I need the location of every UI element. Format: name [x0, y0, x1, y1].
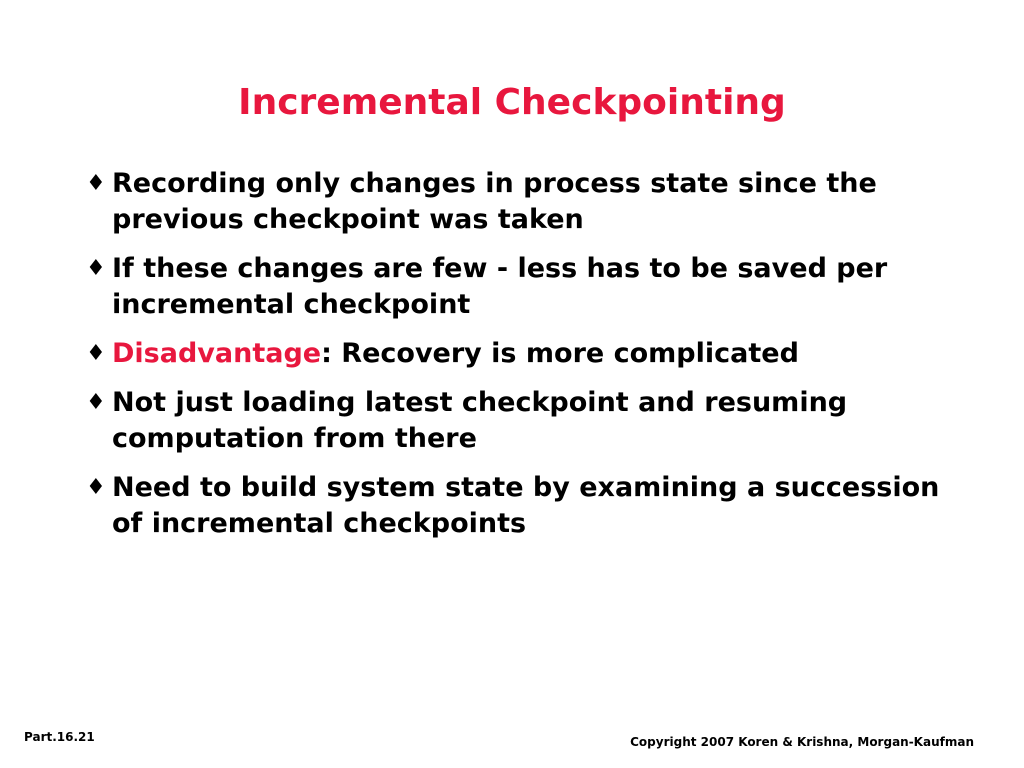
bullet-text: Recording only changes in process state since the previous checkpoint was taken [112, 168, 877, 235]
diamond-bullet-icon: ♦ [86, 475, 106, 500]
bullet-text: Need to build system state by examining a succession of incremental checkpoints [112, 472, 940, 539]
diamond-bullet-icon: ♦ [86, 171, 106, 196]
copyright-notice: Copyright 2007 Koren & Krishna, Morgan-Kaufman [630, 735, 974, 749]
slide-title: Incremental Checkpointing [238, 82, 786, 123]
slide-number: Part.16.21 [24, 730, 95, 744]
bullet-item [86, 385, 966, 457]
bullet-text: Not just loading latest checkpoint and resuming computation from there [112, 387, 848, 454]
bullet-text: If these changes are few - less has to be saved per incremental checkpoint [112, 253, 888, 320]
bullet-highlight: Disadvantage [112, 338, 322, 369]
diamond-bullet-icon: ♦ [86, 256, 106, 281]
bullet-item [86, 166, 966, 238]
bullet-item [86, 251, 966, 323]
bullet-list [86, 166, 966, 555]
bullet-item [86, 336, 966, 372]
diamond-bullet-icon: ♦ [86, 341, 106, 366]
diamond-bullet-icon: ♦ [86, 390, 106, 415]
bullet-text: : Recovery is more complicated [321, 338, 799, 369]
bullet-item [86, 470, 966, 542]
